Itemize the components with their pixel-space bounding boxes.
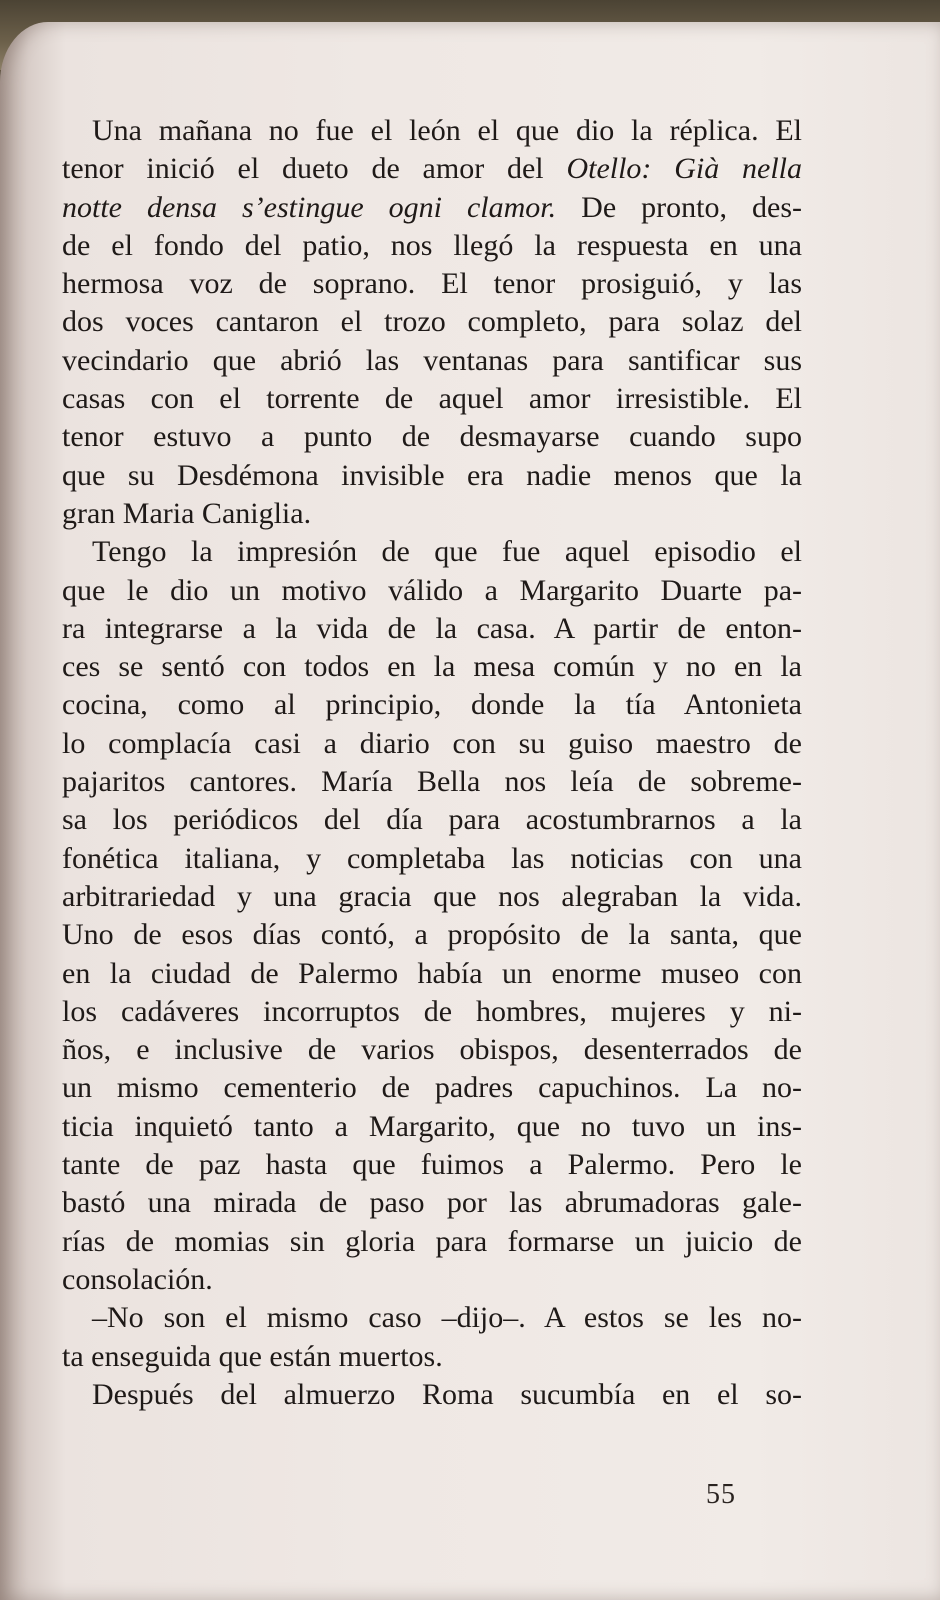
text-run: consolación. [62,1262,213,1296]
text-line [62,840,802,878]
text-run: gran Maria Caniglia. [62,496,312,530]
text-line [62,150,802,188]
text-run: de el fondo del patio, nos llegó la respuesta en una [62,228,802,262]
text-line [62,916,802,954]
text-run: sa los periódicos del día para acostumbrarnos a la [62,803,802,837]
text-line [62,1184,802,1222]
text-line [62,303,802,341]
text-run: De pronto, des- [556,190,802,224]
text-run: Una mañana no fue el león el que dio la réplica. El [92,114,802,147]
text-run: tante de paz hasta que fuimos a Palermo. Pero le [62,1148,802,1182]
text-line [62,380,802,418]
text-line [62,1376,802,1414]
text-run: ces se sentó con todos en la mesa común y no en la [62,650,802,684]
text-run: un mismo cementerio de padres capuchinos. La no- [62,1071,802,1105]
text-line [62,1031,802,1069]
text-line [62,1338,802,1376]
text-line [62,495,802,533]
text-run: que le dio un motivo válido a Margarito Duarte pa- [62,573,802,607]
text-run: Después del almuerzo Roma sucumbía en el so- [92,1377,802,1411]
text-run: pajaritos cantores. María Bella nos leía de sobreme- [62,765,802,799]
text-line [62,686,802,724]
text-run: Uno de esos días contó, a propósito de la santa, que [62,918,802,952]
page-number: 55 [706,1479,736,1510]
text-line [62,993,802,1031]
text-line [62,1223,802,1261]
text-line [62,265,802,303]
text-line [62,801,802,839]
text-run: casas con el torrente de aquel amor irresistible. El [62,382,802,416]
text-run: ra integrarse a la vida de la casa. A partir de enton- [62,611,802,645]
text-run: que su Desdémona invisible era nadie menos que la [62,458,802,492]
text-line [62,572,802,610]
text-run: vecindario que abrió las ventanas para santificar sus [62,343,802,377]
text-run: ticia inquietó tanto a Margarito, que no tuvo un ins- [62,1109,802,1143]
text-line [62,648,802,686]
text-line [62,342,802,380]
text-run: en la ciudad de Palermo había un enorme museo con [62,956,802,990]
text-line [62,878,802,916]
italic-text-run: notte densa s’estingue ogni clamor. [62,190,557,224]
text-run: ta enseguida que están muertos. [62,1339,443,1373]
book-page [0,22,940,1600]
text-run: rías de momias sin gloria para formarse un juicio de [62,1224,802,1258]
text-line [62,1146,802,1184]
text-run: arbitrariedad y una gracia que nos alegraban la vida. [62,879,802,913]
text-run: –No son el mismo caso –dijo–. A estos se les no- [92,1301,802,1335]
text-run: hermosa voz de soprano. El tenor prosiguió, y las [62,267,802,301]
text-run: ños, e inclusive de varios obispos, desenterrados de [62,1033,802,1067]
text-run: dos voces cantaron el trozo completo, para solaz del [62,305,802,339]
page-text-block [62,112,802,1414]
text-run: cocina, como al principio, donde la tía Antonieta [62,688,802,722]
text-line [62,457,802,495]
text-run: tenor inició el dueto de amor del [62,152,567,186]
italic-text-run: Otello: Già nella [566,152,802,186]
text-run: fonética italiana, y completaba las noticias con una [62,841,802,875]
text-line [62,763,802,801]
text-run: Tengo la impresión de que fue aquel episodio el [92,535,802,569]
text-run: bastó una mirada de paso por las abrumadoras gale- [62,1186,802,1220]
text-line [62,418,802,456]
text-run: lo complacía casi a diario con su guiso maestro de [62,726,802,760]
text-line [62,1069,802,1107]
text-line [62,1261,802,1299]
text-line [62,725,802,763]
text-line [62,533,802,571]
text-line [62,189,802,227]
text-line [62,610,802,648]
text-line [62,1299,802,1337]
text-line [62,1108,802,1146]
text-run: los cadáveres incorruptos de hombres, mujeres y ni- [62,994,802,1028]
text-run: tenor estuvo a punto de desmayarse cuando supo [62,420,802,454]
text-line [62,955,802,993]
text-line [62,227,802,265]
text-line [62,112,802,150]
